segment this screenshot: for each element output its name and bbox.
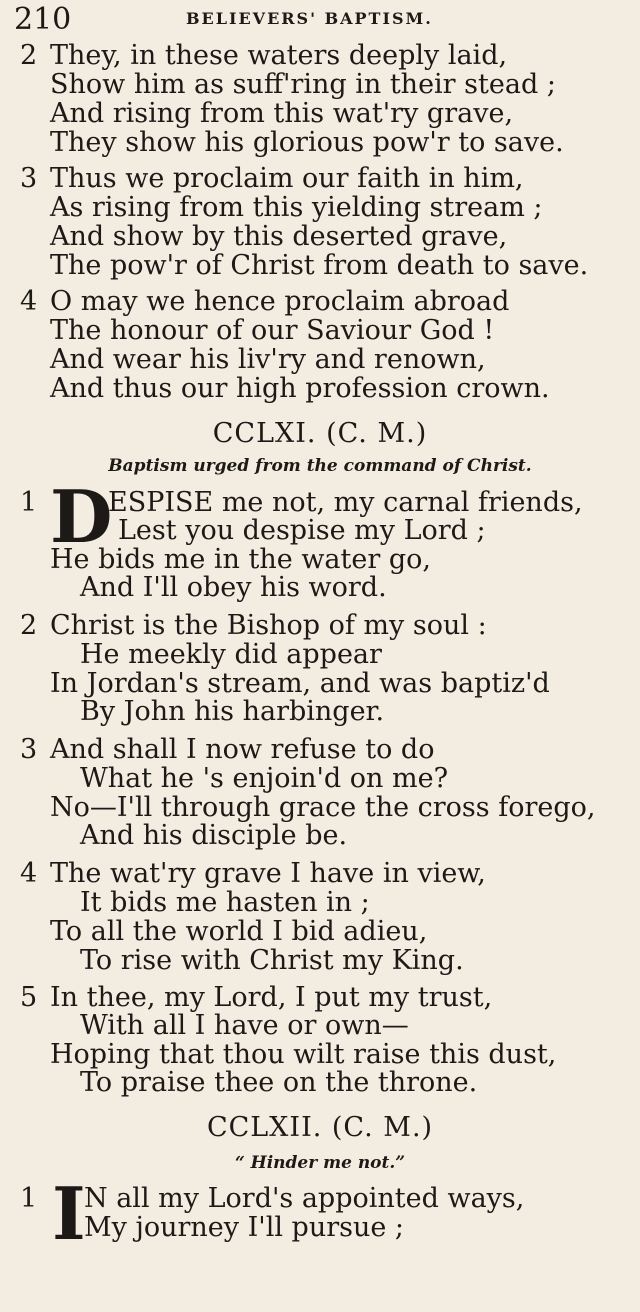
verse-line: My journey I'll pursue ; bbox=[84, 1212, 405, 1243]
verse-line: They show his glorious pow'r to save. bbox=[50, 127, 564, 158]
verse-line: In Jordan's stream, and was baptiz'd bbox=[50, 668, 550, 699]
hymn-subtitle: “ Hinder me not.” bbox=[234, 1153, 406, 1173]
verse-line: N all my Lord's appointed ways, bbox=[84, 1183, 525, 1214]
verse-line: And his disciple be. bbox=[80, 820, 348, 851]
verse-line: To praise thee on the throne. bbox=[80, 1067, 478, 1098]
verse-line: And rising from this wat'ry grave, bbox=[50, 98, 514, 129]
verse-line: What he 's enjoin'd on me? bbox=[80, 763, 449, 794]
verse-line: In thee, my Lord, I put my trust, bbox=[50, 982, 493, 1013]
verse-line: They, in these waters deeply laid, bbox=[50, 40, 508, 71]
verse-line: And thus our high profession crown. bbox=[50, 373, 550, 404]
verse-line: Show him as suff'ring in their stead ; bbox=[50, 69, 556, 100]
verse-line: It bids me hasten in ; bbox=[80, 887, 370, 918]
verse-line: And I'll obey his word. bbox=[80, 572, 387, 603]
hymn-title: CCLXI. (C. M.) bbox=[212, 418, 428, 449]
verse-line: Lest you despise my Lord ; bbox=[118, 515, 486, 546]
verse-line: By John his harbinger. bbox=[80, 696, 385, 727]
stanza-number: 2 bbox=[20, 610, 38, 641]
verse-line: No—I'll through grace the cross forego, bbox=[50, 792, 596, 823]
hymn-title: CCLXII. (C. M.) bbox=[206, 1112, 434, 1143]
verse-line: And wear his liv'ry and renown, bbox=[50, 344, 486, 375]
verse-line: Christ is the Bishop of my soul : bbox=[50, 610, 487, 641]
verse-line: ESPISE me not, my carnal friends, bbox=[108, 487, 583, 518]
verse-line: He bids me in the water go, bbox=[50, 544, 431, 575]
verse-line: The honour of our Saviour God ! bbox=[50, 315, 495, 346]
stanza-number: 5 bbox=[20, 982, 38, 1013]
verse-line: The pow'r of Christ from death to save. bbox=[50, 250, 589, 281]
stanza-number: 1 bbox=[20, 1183, 38, 1214]
verse-line: O may we hence proclaim abroad bbox=[50, 286, 510, 317]
verse-line: And shall I now refuse to do bbox=[50, 734, 435, 765]
verse-line: With all I have or own— bbox=[80, 1010, 409, 1041]
verse-line: As rising from this yielding stream ; bbox=[50, 192, 543, 223]
page-header bbox=[14, 2, 620, 36]
stanza-number: 1 bbox=[20, 487, 38, 518]
verse-line: To all the world I bid adieu, bbox=[50, 916, 428, 947]
stanza-number: 3 bbox=[20, 163, 38, 194]
hymn-subtitle: Baptism urged from the command of Christ. bbox=[108, 456, 532, 476]
page-number: 210 bbox=[14, 2, 72, 37]
verse-line: The wat'ry grave I have in view, bbox=[50, 858, 486, 889]
stanza-number: 2 bbox=[20, 40, 38, 71]
verse-line: He meekly did appear bbox=[80, 639, 382, 670]
running-title: BELIEVERS' BAPTISM. bbox=[186, 9, 433, 28]
verse-line: Thus we proclaim our faith in him, bbox=[50, 163, 524, 194]
verse-line: And show by this deserted grave, bbox=[50, 221, 508, 252]
stanza-number: 4 bbox=[20, 858, 38, 889]
stanza-number: 4 bbox=[20, 286, 38, 317]
drop-cap: D bbox=[50, 474, 113, 559]
drop-cap: I bbox=[52, 1171, 86, 1256]
verse-line: To rise with Christ my King. bbox=[80, 945, 464, 976]
stanza-number: 3 bbox=[20, 734, 38, 765]
verse-line: Hoping that thou wilt raise this dust, bbox=[50, 1039, 557, 1070]
